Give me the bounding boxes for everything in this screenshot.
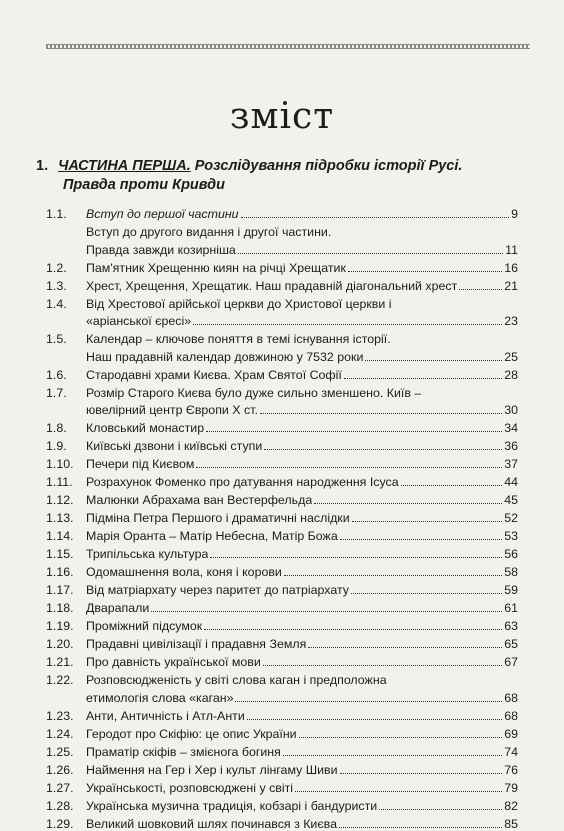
toc-entry-title: Стародавні храми Києва. Храм Святої Софії — [86, 367, 342, 382]
toc-entry-title: Геродот про Скіфію: це опис України — [86, 727, 297, 741]
toc-entry-title: ювелірний центр Європи X ст. — [86, 403, 258, 418]
toc-entry-number: 1.22. — [46, 673, 74, 688]
dot-leader — [263, 665, 502, 666]
toc-entry-title: Малюнки Абрахама ван Вестерфельда — [86, 493, 313, 508]
toc-entry-title: Наш прадавній календар довжиною у 7532 роки — [86, 349, 364, 364]
toc-entry-title: Трипільська культура — [86, 547, 209, 562]
toc-entry-number: 1.5. — [46, 332, 67, 347]
toc-entry-number: 1.23. — [46, 709, 74, 723]
toc-entry-number: 1.19. — [46, 619, 74, 634]
dot-leader — [151, 611, 502, 612]
toc-page-number: 11 — [505, 242, 518, 257]
toc-entry-number: 1.14. — [46, 529, 74, 544]
dot-leader — [283, 755, 502, 756]
toc-page-number: 56 — [504, 547, 518, 562]
toc-entry-number: 1.4. — [46, 296, 67, 311]
toc-entry-title: етимологія слова «каган» — [86, 690, 234, 705]
toc-page-number: 45 — [504, 493, 518, 508]
toc-entry-number: 1.7. — [46, 385, 67, 400]
dot-leader — [204, 629, 502, 630]
dot-leader — [340, 773, 503, 774]
toc-page-number: 85 — [504, 817, 518, 831]
toc-page-number: 58 — [504, 565, 518, 580]
part-number: 1. — [36, 158, 49, 174]
dot-leader — [264, 449, 502, 450]
toc-entry-title: Вступ до другого видання і другої частини. — [86, 225, 332, 239]
toc-entry-number: 1.11. — [46, 475, 73, 490]
toc-page-number: 68 — [504, 709, 518, 723]
toc-page-number: 36 — [504, 439, 518, 454]
toc-entry-title: Дварапали — [86, 601, 150, 616]
toc-entry-title: Розповсюдженість у світі слова каган і предположна — [86, 673, 387, 688]
toc-entry-number: 1.26. — [46, 763, 74, 777]
toc-entry-title: «аріанської єресі» — [86, 314, 192, 329]
dot-leader — [206, 431, 502, 432]
part-subtitle-2: Правда проти Кривди — [63, 177, 225, 193]
toc-entry-title: Кловський монастир — [86, 421, 205, 436]
toc-page-number: 37 — [504, 457, 518, 472]
toc-entry-title: Великий шовковий шлях починався з Києва — [86, 817, 338, 831]
toc-page-number: 82 — [504, 799, 518, 813]
dot-leader — [247, 719, 502, 720]
toc-entry-number: 1.27. — [46, 781, 74, 795]
toc-page-number: 25 — [504, 349, 518, 364]
toc-entry-title: Вступ до першої частини — [86, 207, 239, 221]
toc-entry-title: Від Хрестової арійської церкви до Христової церкви і — [86, 296, 392, 311]
dot-leader — [235, 701, 502, 702]
toc-page-number: 53 — [504, 529, 518, 544]
toc-entry-number: 1.28. — [46, 799, 74, 813]
dot-leader — [238, 253, 503, 254]
toc-entry-title: Розмір Старого Києва було дуже сильно зменшено. Київ – — [86, 385, 422, 400]
toc-page-number: 59 — [504, 583, 518, 598]
toc-entry-title: Українська музична традиція, кобзарі і бандуристи — [86, 799, 378, 813]
dot-leader — [193, 324, 502, 325]
dot-leader — [351, 593, 502, 594]
toc-page-number: 9 — [511, 207, 518, 221]
dot-leader — [308, 647, 502, 648]
toc-entry-number: 1.18. — [46, 601, 74, 616]
toc-entry-title: Наймення на Гер і Хер і культ лінгаму Шиви — [86, 763, 338, 777]
toc-entry-title: Розрахунок Фоменко про датування народження Ісуса — [86, 475, 399, 490]
toc-entry-number: 1.29. — [46, 817, 74, 831]
part-subtitle: Розслідування підробки історії Русі. — [194, 158, 463, 174]
toc-entry-title: Одомашнення вола, коня і корови — [86, 565, 282, 580]
toc-entry-title: Календар – ключове поняття в темі існування історії. — [86, 332, 391, 347]
dot-leader — [344, 378, 502, 379]
toc-entry-title: Про давність української мови — [86, 655, 261, 670]
toc-entry-title: Підміна Петра Першого і драматичні наслідки — [86, 511, 350, 526]
toc-page-number: 76 — [504, 763, 518, 777]
dot-leader — [348, 271, 502, 272]
toc-entry-title: Проміжний підсумок — [86, 619, 203, 634]
dot-leader — [295, 791, 502, 792]
toc-entry-number: 1.17. — [46, 583, 74, 598]
toc-entry-title: Хрест, Хрещення, Хрещатик. Наш прадавній діагональний хрест — [86, 278, 458, 293]
toc-entry-number: 1.20. — [46, 637, 74, 652]
toc-entry-title: Правда завжди козирніша — [86, 242, 236, 257]
dot-leader — [314, 503, 502, 504]
toc-entry-title: Пам'ятник Хрещенню киян на річці Хрещатик — [86, 260, 346, 275]
dot-leader — [365, 360, 502, 361]
toc-page-number: 68 — [504, 690, 518, 705]
toc-entry-number: 1.9. — [46, 439, 67, 454]
dot-leader — [340, 539, 502, 540]
toc-page-number: 30 — [504, 403, 518, 418]
toc-entry-number: 1.6. — [46, 367, 67, 382]
toc-entry-title: Анти, Античність і Атл-Анти — [86, 709, 245, 723]
toc-page-number: 34 — [504, 421, 518, 436]
dot-leader — [379, 809, 502, 810]
toc-entry-number: 1.25. — [46, 745, 74, 759]
toc-entry-number: 1.13. — [46, 511, 74, 526]
toc-entry-title: Київські дзвони і київські ступи — [86, 439, 263, 454]
dot-leader — [459, 289, 502, 290]
toc-page-number: 44 — [504, 475, 518, 490]
dot-leader — [401, 485, 503, 486]
toc-entry-number: 1.16. — [46, 565, 74, 580]
toc-page-number: 67 — [504, 655, 518, 670]
toc-page-number: 52 — [504, 511, 518, 526]
toc-entry-title: Праматір скіфів – змієнога богиня — [86, 745, 281, 759]
toc-page-number: 65 — [504, 637, 518, 652]
page-title: зміст — [229, 96, 335, 137]
toc-page-number: 61 — [504, 601, 518, 616]
dot-leader — [339, 827, 502, 828]
dot-leader — [196, 467, 502, 468]
toc-page-number: 79 — [504, 781, 518, 795]
dot-leader — [260, 413, 502, 414]
toc-entry-title: Українськості, розповсюджені у світі — [86, 781, 294, 795]
toc-entry-number: 1.2. — [46, 260, 67, 275]
toc-entry-number: 1.12. — [46, 493, 74, 508]
toc-entry-number: 1.3. — [46, 278, 67, 293]
toc-entry-number: 1.10. — [46, 457, 74, 472]
dot-leader — [284, 575, 502, 576]
toc-entry-number: 1.8. — [46, 421, 67, 436]
dot-leader — [352, 521, 503, 522]
dot-leader — [299, 737, 503, 738]
toc-page-number: 74 — [504, 745, 518, 759]
toc-page-number: 23 — [504, 314, 518, 329]
dot-leader — [241, 217, 510, 218]
toc-entry-number: 1.24. — [46, 727, 74, 741]
toc-page-number: 69 — [504, 727, 518, 741]
toc-entry-number: 1.1. — [46, 207, 67, 221]
toc-entry-number: 1.21. — [46, 655, 74, 670]
toc-entry-title: Печери під Києвом — [86, 457, 195, 472]
toc-page-number: 16 — [504, 260, 518, 275]
toc-page-number: 21 — [504, 278, 518, 293]
toc-entry-title: Від матріархату через паритет до патріархату — [86, 583, 349, 598]
toc-entry-title: Прадавні цивілізації і прадавня Земля — [86, 637, 307, 652]
toc-entry-title: Марія Оранта – Матір Небесна, Матір Божа — [86, 529, 338, 544]
part-name: ЧАСТИНА ПЕРША. — [58, 158, 191, 174]
dot-leader — [210, 557, 502, 558]
toc-page-number: 63 — [504, 619, 518, 634]
toc-entry-number: 1.15. — [46, 547, 74, 562]
toc-page-number: 28 — [504, 367, 518, 382]
